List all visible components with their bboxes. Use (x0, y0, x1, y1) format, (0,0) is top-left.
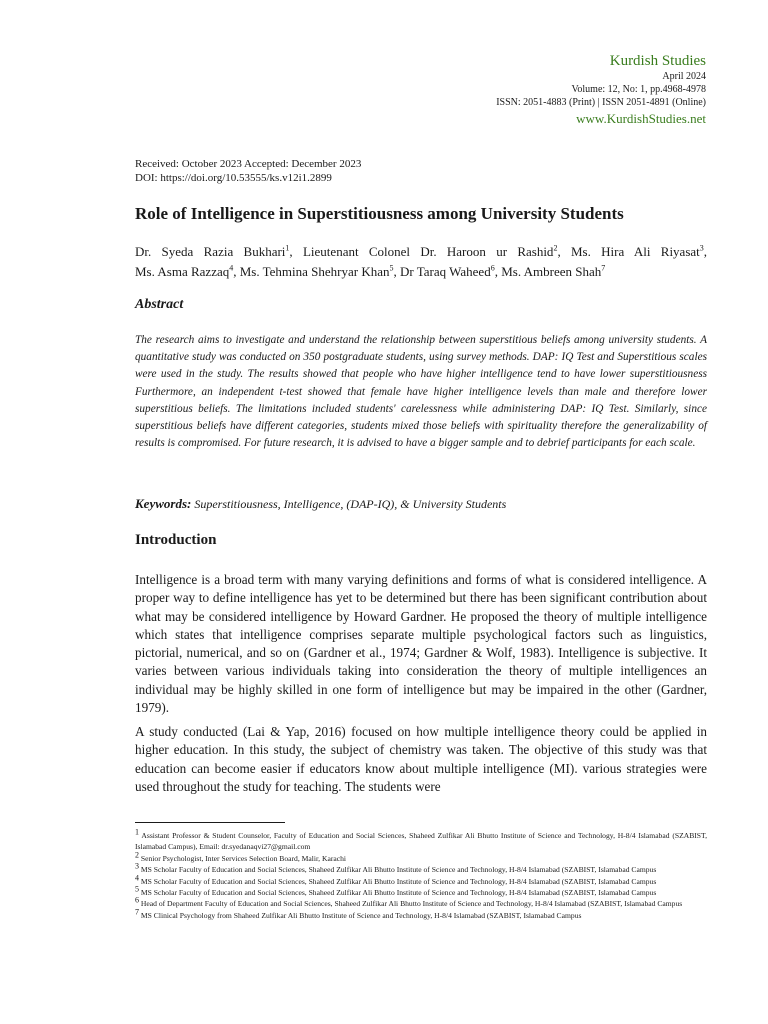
footnote-number: 4 (135, 873, 139, 883)
author-2: Lieutenant Colonel Dr. Haroon ur Rashid (302, 244, 554, 259)
author-separator: , (289, 244, 303, 259)
footnote-number: 7 (135, 907, 139, 917)
author-separator: , (233, 264, 240, 279)
author-line-2 (135, 262, 707, 282)
author-1-affil: 1 (285, 243, 290, 253)
author-separator: , (703, 244, 708, 259)
author-1: Dr. Syeda Razia Bukhari (135, 244, 286, 259)
author-separator: , (393, 264, 401, 279)
footnote-number: 1 (135, 827, 139, 837)
volume-info: Volume: 12, No: 1, pp.4968-4978 (571, 84, 706, 95)
received-accepted: Received: October 2023 Accepted: December 2023 (135, 158, 362, 170)
footnote (135, 895, 707, 909)
author-4: Ms. Asma Razzaq (135, 264, 230, 279)
author-separator: , (494, 264, 502, 279)
doi-link[interactable]: DOI: https://doi.org/10.53555/ks.v12i1.2899 (135, 172, 332, 184)
abstract-heading: Abstract (135, 297, 184, 312)
footnote-text: MS Scholar Faculty of Education and Social Sciences, Shaheed Zulfikar Ali Bhutto Institute of Science and Technology, H-8/4 Islamabad (SZABIST, Islamabad Campus (140, 865, 657, 875)
author-6-affil: 6 (490, 263, 495, 273)
footnote-number: 3 (135, 861, 139, 871)
footnote-text: Senior Psychologist, Inter Services Selection Board, Malir, Karachi (140, 853, 347, 863)
author-5: Ms. Tehmina Shehryar Khan (239, 264, 390, 279)
footnote-number: 5 (135, 884, 139, 894)
author-5-affil: 5 (389, 263, 394, 273)
footnote-divider (135, 822, 285, 823)
keywords-label: Keywords: (135, 496, 192, 511)
intro-paragraph-2: A study conducted (Lai & Yap, 2016) focused on how multiple intelligence theory could be applied in higher education. In this study, the subject of chemistry was taken. The objective of this study was that education can become easier if educators know about multiple intelligence (MI). various strategies were used throughout the study for teaching. The students were (135, 724, 707, 794)
author-6: Dr Taraq Waheed (400, 264, 491, 279)
author-7: Ms. Ambreen Shah (501, 264, 602, 279)
footnote-number: 6 (135, 895, 139, 905)
footnote (135, 861, 707, 875)
paper-title: Role of Intelligence in Superstitiousness among University Students (135, 204, 624, 223)
footnote (135, 850, 707, 864)
footnote-text: MS Scholar Faculty of Education and Social Sciences, Shaheed Zulfikar Ali Bhutto Institute of Science and Technology, H-8/4 Islamabad (SZABIST, Islamabad Campus (140, 876, 657, 886)
footnote (135, 827, 708, 853)
issn-info: ISSN: 2051-4883 (Print) | ISSN 2051-4891 (Online) (496, 97, 706, 108)
author-7-affil: 7 (601, 263, 606, 273)
abstract-text: The research aims to investigate and understand the relationship between superstitious beliefs among university students. A quantitative study was conducted on 350 postgraduate students, using survey methods. DAP: IQ Test and Superstitious scales were used in the study. The results showed that people who have higher intelligence tend to have lower superstitiousness Furthermore, an independent t-test showed that female have higher intelligence levels than male and therefore lower superstitious beliefs. The limitations included students' carelessness while administering DAP: IQ Test. Similarly, since superstitious beliefs have different categories, students mixed those beliefs with spirituality therefore the generalizability of results is compromised. For future research, it is advised to have a bigger sample and to debrief participants for each scale. (135, 334, 707, 450)
journal-name[interactable]: Kurdish Studies (609, 53, 706, 69)
footnote (135, 907, 707, 921)
article-dates (135, 157, 361, 185)
journal-masthead (496, 52, 706, 126)
author-separator: , (557, 244, 571, 259)
footnotes (135, 827, 708, 921)
author-2-affil: 2 (553, 243, 558, 253)
intro-paragraph-1: Intelligence is a broad term with many varying definitions and forms of what is considered intelligence. A proper way to define intelligence has yet to be determined but there has been significant contribution about what may be considered intelligence by Howard Gardner. He proposed the theory of multiple intelligence which states that intelligence comprises separate multiple psychological factors such as linguistics, pictorial, numerical, and so on (Gardner et al., 1974; Gardner & Wolf, 1983). Intelligence is subjective. It varies between various individuals taking into consideration the theory of multiple intelligences an individual may be highly skilled in one form of intelligence but may be impaired in the other (Gardner, 1979). (135, 572, 707, 716)
author-list (135, 242, 707, 282)
footnote-text: Assistant Professor & Student Counselor, Faculty of Education and Social Sciences, Shaheed Zulfikar Ali Bhutto Institute of Science and Technology, H-8/4 Islamabad (SZABIST, Islamabad Campus), Email: dr.syedanaqvi27@gmail.com (135, 831, 708, 852)
author-line-1 (135, 242, 707, 262)
author-3: Ms. Hira Ali Riyasat (571, 244, 700, 259)
footnote (135, 873, 707, 887)
footnote-number: 2 (135, 850, 139, 860)
footnote (135, 884, 707, 898)
keywords (135, 496, 506, 512)
author-3-affil: 3 (699, 243, 704, 253)
footnote-text: Head of Department Faculty of Education and Social Sciences, Shaheed Zulfikar Ali Bhutto Institute of Science and Technology, H-8/4 Islamabad (SZABIST, Islamabad Campus (140, 899, 683, 909)
issue-date: April 2024 (662, 71, 706, 82)
introduction-heading: Introduction (135, 532, 217, 548)
journal-url-link[interactable]: www.KurdishStudies.net (576, 111, 706, 126)
footnote-text: MS Scholar Faculty of Education and Social Sciences, Shaheed Zulfikar Ali Bhutto Institute of Science and Technology, H-8/4 Islamabad (SZABIST, Islamabad Campus (140, 888, 657, 898)
footnote-text: MS Clinical Psychology from Shaheed Zulfikar Ali Bhutto Institute of Science and Technology, H-8/4 Islamabad (SZABIST, Islamabad Campus (140, 910, 582, 920)
keywords-value: Superstitiousness, Intelligence, (DAP-IQ), & University Students (194, 497, 507, 511)
author-4-affil: 4 (229, 263, 234, 273)
